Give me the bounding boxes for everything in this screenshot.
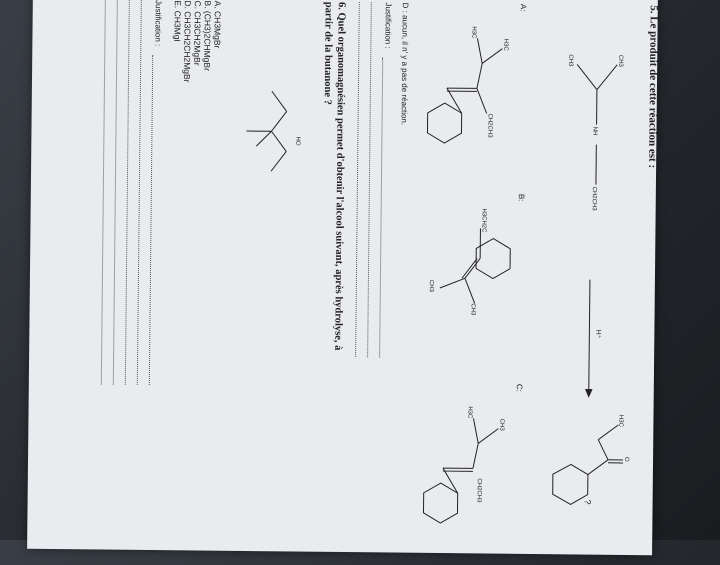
- svg-text:CH2CH3: CH2CH3: [486, 114, 492, 139]
- unknown-product: ?: [583, 500, 593, 505]
- q6-justification-label: Justification :: [153, 0, 162, 46]
- svg-text:H3C: H3C: [502, 39, 508, 52]
- option-c-label: C:: [515, 384, 524, 392]
- alcohol-structure: [231, 81, 312, 202]
- svg-text:H3C: H3C: [466, 406, 472, 419]
- dotted-line[interactable]: [113, 0, 118, 385]
- svg-text:H3C: H3C: [617, 415, 623, 428]
- svg-text:CH3: CH3: [617, 55, 623, 68]
- choice-a[interactable]: A. CH3MgBr: [212, 1, 223, 83]
- dotted-line[interactable]: [137, 0, 142, 385]
- exam-sheet: [27, 0, 658, 555]
- svg-text:O: O: [623, 457, 629, 462]
- choice-b[interactable]: B. (CH3)2CHMgBr: [202, 1, 213, 83]
- option-c-structure: [417, 398, 519, 549]
- option-a-label: A:: [519, 4, 528, 12]
- svg-text:HO: HO: [294, 136, 300, 145]
- svg-text:CH2CH3: CH2CH3: [476, 478, 482, 503]
- dotted-line[interactable]: [355, 2, 360, 357]
- choice-c[interactable]: C. CH3CH2MgBr: [192, 0, 203, 82]
- dotted-line[interactable]: [101, 0, 106, 384]
- amine-reactant: [576, 64, 617, 184]
- question-5-title: 5. Le produit de cette réaction est :: [646, 5, 660, 168]
- dotted-line[interactable]: [367, 2, 372, 357]
- dotted-line[interactable]: [379, 57, 383, 357]
- ketone-reactant: [553, 424, 624, 505]
- svg-text:H3C: H3C: [470, 26, 476, 39]
- svg-text:CH2CH3: CH2CH3: [591, 187, 597, 212]
- q6-choices: [172, 0, 223, 83]
- svg-text:H3CH2C: H3CH2C: [480, 208, 486, 233]
- svg-text:CH3: CH3: [470, 303, 476, 316]
- choice-e[interactable]: E. CH3MgI: [172, 0, 183, 82]
- option-b-label: B:: [517, 194, 526, 202]
- q5-justification-label: Justification :: [383, 2, 392, 48]
- option-a-structure: [421, 18, 523, 169]
- reaction-arrow: [586, 280, 593, 397]
- option-d: D : aucun, il n' y a pas de réaction.: [400, 3, 410, 126]
- svg-text:NH: NH: [591, 127, 597, 136]
- rotated-page-content: [42, 0, 668, 565]
- dotted-line[interactable]: [149, 55, 153, 385]
- dotted-line[interactable]: [125, 0, 130, 385]
- reaction-scheme: [532, 44, 637, 525]
- svg-text:CH3: CH3: [567, 54, 573, 67]
- option-b-structure: [419, 208, 521, 359]
- choice-d[interactable]: D. CH3CH2CH2MgBr: [182, 0, 193, 82]
- acid-label: H⁺: [594, 330, 601, 339]
- question-6-title: 6. Quel organomagnésien permet d'obtenir l'alcool suivant, après hydrolyse, à partir de la butanone ?: [318, 2, 348, 362]
- svg-text:CH3: CH3: [498, 419, 504, 432]
- svg-text:CH3: CH3: [428, 280, 434, 293]
